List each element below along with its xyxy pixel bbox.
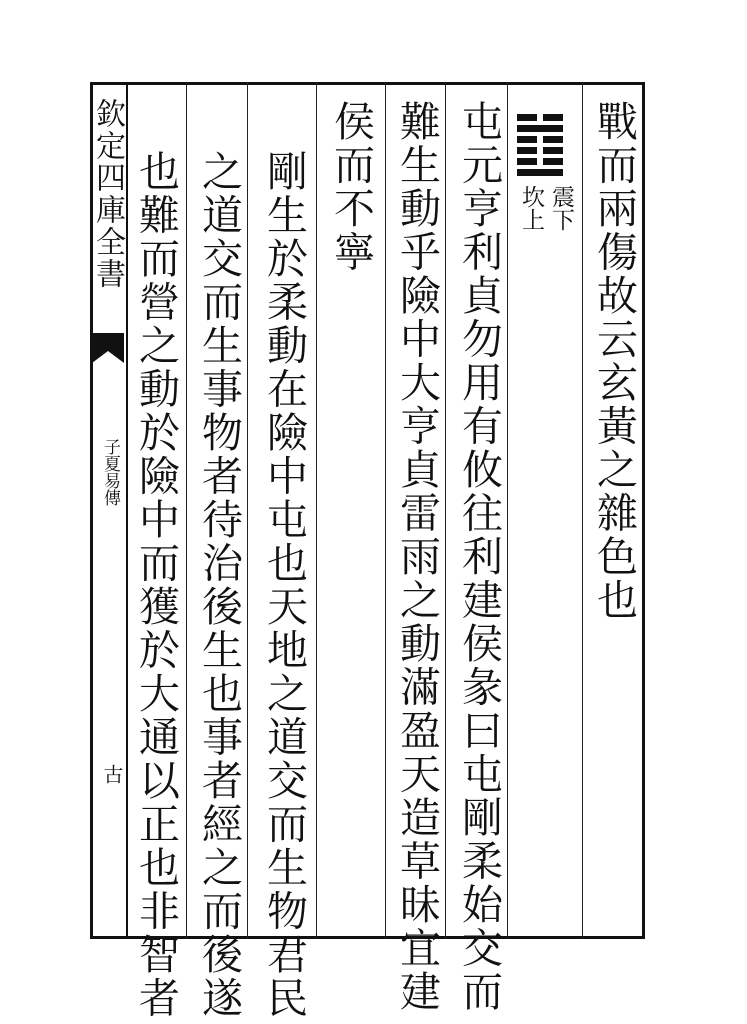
column-rule xyxy=(507,82,508,939)
upper-trigram-label: 坎上 xyxy=(518,185,544,231)
chapter-title: 子夏易傳 xyxy=(100,438,120,506)
text-column-4: 侯而不寧 xyxy=(327,100,375,274)
column-rule xyxy=(445,82,446,939)
hexagram-icon xyxy=(515,112,565,180)
text-column-2: 屯元亨利貞勿用有攸往利建侯彖曰屯剛柔始交而 xyxy=(455,100,503,1014)
page-number: 古 xyxy=(100,764,124,784)
lower-trigram-label: 震下 xyxy=(548,185,574,231)
column-rule xyxy=(582,82,583,939)
text-column-5: 剛生於柔動在險中屯也天地之道交而生物君民 xyxy=(260,150,308,1020)
column-rule xyxy=(247,82,248,939)
column-rule xyxy=(385,82,386,939)
text-column-3: 難生動乎險中大亨貞雷雨之動滿盈天造草昧宜建 xyxy=(393,100,441,1014)
column-rule xyxy=(316,82,317,939)
column-rule xyxy=(186,82,187,939)
text-column-6: 之道交而生事物者待治後生也事者經之而後遂 xyxy=(195,150,243,1020)
book-title: 欽定四庫全書 xyxy=(90,98,125,290)
fish-tail-mark-icon xyxy=(92,333,124,363)
text-column-1: 戰而兩傷故云玄黃之雜色也 xyxy=(590,100,638,622)
text-column-7: 也難而營之動於險中而獲於大通以正也非智者 xyxy=(132,150,180,1020)
